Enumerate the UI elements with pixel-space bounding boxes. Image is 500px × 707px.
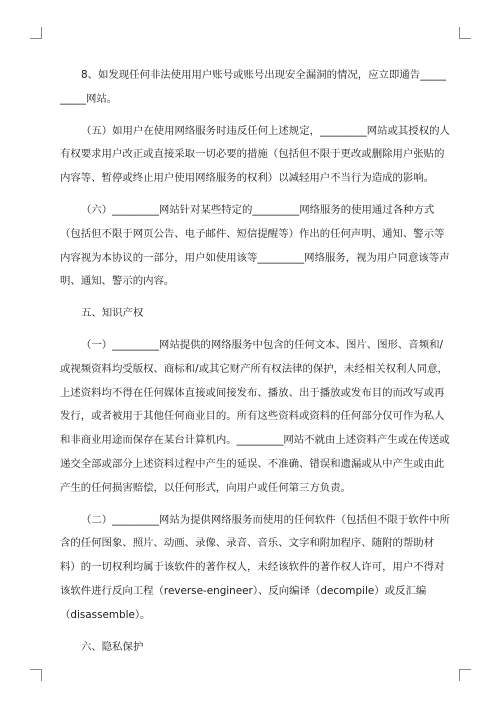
- text-line: 内容视为本协议的一部分，用户如使用该等_________网络服务，视为用户同意该等声: [60, 251, 450, 264]
- paragraph-ip-1: [60, 334, 450, 501]
- paragraph-item-8: [60, 64, 447, 112]
- section-heading: 六、隐私保护: [81, 640, 144, 653]
- text-line: 该软件进行反向工程（reverse-engineer）、反向编译（decompile）或反汇编: [60, 584, 427, 597]
- crop-mark-top-left: [30, 27, 42, 39]
- text-line: 递交全部或部分上述资料过程中产生的延误、不准确、错误和遗漏或从中产生或由此: [60, 457, 445, 470]
- crop-mark-bottom-right: [459, 669, 471, 681]
- text-line: 有权要求用户改正或直接采取一切必要的措施（包括但不限于更改或删除用户张贴的: [60, 148, 445, 161]
- paragraph-ip-2: [60, 509, 450, 628]
- document-body: [60, 64, 450, 659]
- text-line: 含的任何图象、照片、动画、录像、录音、音乐、文字和附加程序、随附的帮助材: [60, 537, 435, 550]
- text-line: _____网站。: [60, 92, 118, 105]
- text-line: 产生的任何损害赔偿，以任何形式，向用户或任何第三方负责。: [60, 481, 351, 494]
- text-line: 上述资料均不得在任何媒体直接或间接发布、播放、出于播放或发布目的而改写或再: [60, 386, 445, 399]
- text-line: （包括但不限于网页公告、电子邮件、短信提醒等）作出的任何声明、通知、警示等: [60, 227, 445, 240]
- text-line: （五）如用户在使用网络服务时违反任何上述规定，_________网站或其授权的人: [81, 124, 450, 137]
- text-line: 和非商业用途而保存在某台计算机内。_________网站不就由上述资料产生或在传送或: [60, 434, 450, 447]
- paragraph-section-5: [60, 120, 450, 191]
- text-line: （二）_________网站为提供网络服务而使用的任何软件（包括但不限于软件中所: [81, 513, 450, 526]
- text-line: 8、如发现任何非法使用用户账号或账号出现安全漏洞的情况，应立即通告_____: [81, 69, 447, 81]
- heading-privacy: [60, 636, 444, 660]
- section-heading: 五、知识产权: [81, 307, 144, 320]
- text-line: 料）的一切权利均属于该软件的著作权人，未经该软件的著作权人许可，用户不得对: [60, 561, 445, 574]
- text-line: （disassemble）。: [60, 608, 151, 621]
- text-line: 或视频资料均受版权、商标和/或其它财产所有权法律的保护，未经相关权利人同意，: [60, 362, 448, 375]
- text-line: （六）_________网站针对某些特定的_________网络服务的使用通过各种方式: [81, 203, 435, 216]
- heading-intellectual-property: [60, 302, 444, 326]
- text-line: （一）_________网站提供的网络服务中包含的任何文本、图片、图形、音频和/: [81, 338, 443, 351]
- paragraph-section-6: [60, 199, 450, 294]
- text-line: 内容等、暂停或终止用户使用网络服务的权利）以减轻用户不当行为造成的影响。: [60, 172, 435, 185]
- text-line: 发行，或者被用于其他任何商业目的。所有这些资料或资料的任何部分仅可作为私人: [60, 410, 445, 423]
- crop-mark-top-right: [459, 27, 471, 39]
- text-line: 明、通知、警示的内容。: [60, 275, 175, 288]
- crop-mark-bottom-left: [30, 669, 42, 681]
